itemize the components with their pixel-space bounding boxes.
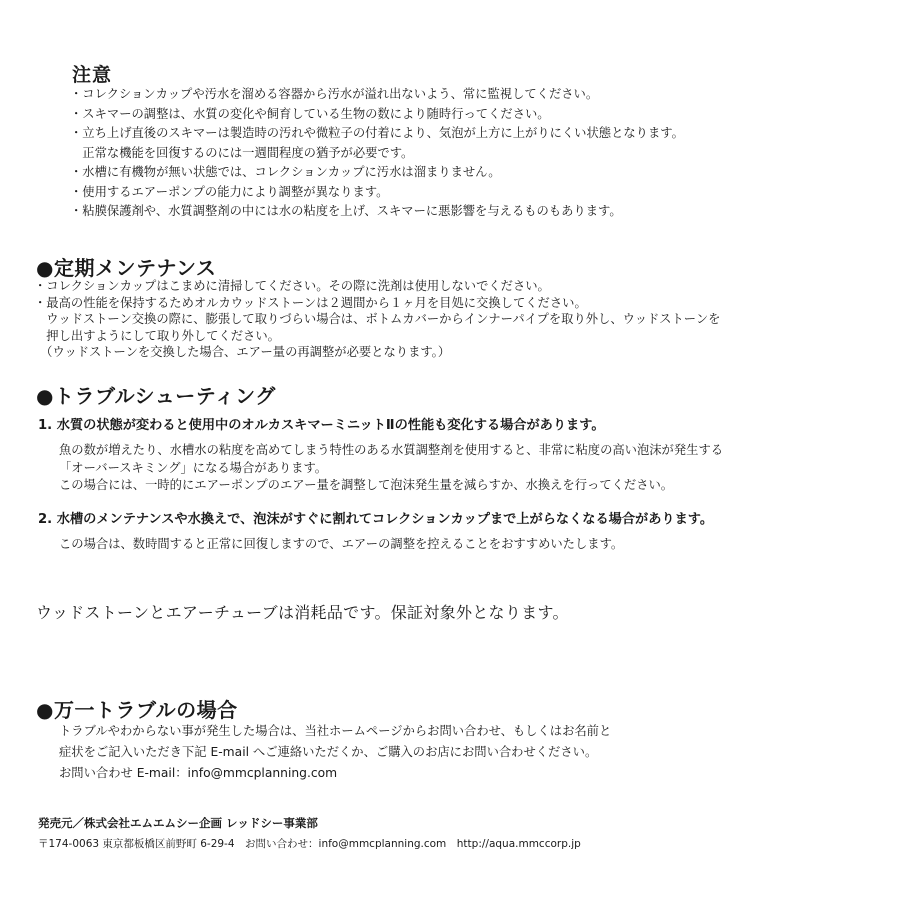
- list-item: ・コレクションカップや汚水を溜める容器から汚水が溢れ出ないよう、常に監視してください。: [70, 87, 599, 101]
- list-item: ・粘膜保護剤や、水質調整剤の中には水の粘度を上げ、スキマーに悪影響を与えるものもあります。: [70, 204, 622, 218]
- list-item: ウッドストーン交換の際に、膨張して取りづらい場合は、ボトムカバーからインナーパイプを取り外し、ウッドストーンを: [34, 312, 721, 326]
- paragraph-line: 「オーバースキミング」になる場合があります。: [59, 460, 328, 475]
- caution-list: [70, 85, 684, 222]
- paragraph-line: トラブルやわからない事が発生した場合は、当社ホームページからお問い合わせ、もしくはお名前と: [59, 724, 612, 738]
- maintenance-title: ●定期メンテナンス: [36, 256, 217, 280]
- trouble-item-2-body: [59, 536, 623, 554]
- trouble-item-1-body: [59, 442, 723, 495]
- trouble-contact-body: [59, 721, 611, 784]
- list-item: ・使用するエアーポンプの能力により調整が異なります。: [70, 184, 389, 199]
- seller-info: 発売元／株式会社エムエムシー企画 レッドシー事業部: [38, 816, 318, 830]
- paragraph-line: この場合には、一時的にエアーポンプのエアー量を調整して泡沫発生量を減らすか、水換えを行ってください。: [59, 478, 674, 492]
- list-item: ・スキマーの調整は、水質の変化や飼育している生物の数により随時行ってください。: [70, 106, 550, 121]
- trouble-item-2-heading: 2. 水槽のメンテナンスや水換えで、泡沫がすぐに割れてコレクションカップまで上がらなくなる場合があります。: [38, 512, 714, 527]
- caution-title: 注意: [72, 64, 113, 86]
- trouble-item-1-heading: 1. 水質の状態が変わると使用中のオルカスキマーミニットⅡの性能も変化する場合があります。: [38, 418, 605, 433]
- troubleshooting-title: ●トラブルシューティング: [36, 384, 276, 408]
- paragraph-line: 症状をご記入いただき下記 E-mail へご連絡いただくか、ご購入のお店にお問い合わせください。: [59, 745, 598, 759]
- consumables-notice: ウッドストーンとエアーチューブは消耗品です。保証対象外となります。: [36, 603, 569, 622]
- paragraph-line: 魚の数が増えたり、水槽水の粘度を高めてしまう特性のある水質調整剤を使用すると、非常に粘度の高い泡沫が発生する: [59, 443, 724, 457]
- list-item: ・水槽に有機物が無い状態では、コレクションカップに汚水は溜まりません。: [70, 165, 501, 179]
- maintenance-list: [34, 278, 720, 361]
- list-item: （ウッドストーンを交換した場合、エアー量の再調整が必要となります。）: [34, 345, 451, 359]
- list-item: 正常な機能を回復するのには一週間程度の猶予が必要です。: [70, 145, 414, 160]
- paragraph-line: この場合は、数時間すると正常に回復しますので、エアーの調整を控えることをおすすめいたします。: [59, 537, 624, 551]
- list-item: 押し出すようにして取り外してください。: [34, 328, 280, 343]
- list-item: ・コレクションカップはこまめに清掃してください。その際に洗剤は使用しないでください。: [34, 279, 550, 293]
- list-item: ・最高の性能を保持するためオルカウッドストーンは２週間から１ヶ月を目処に交換してください。: [34, 295, 587, 310]
- contact-email: お問い合わせ E-mail：info@mmcplanning.com: [59, 766, 338, 780]
- trouble-contact-title: ●万一トラブルの場合: [36, 698, 238, 722]
- address-info: 〒174-0063 東京都板橋区前野町 6-29-4 お問い合わせ：info@mmcplanning.com http://aqua.mmccorp.jp: [38, 838, 581, 850]
- list-item: ・立ち上げ直後のスキマーは製造時の汚れや微粒子の付着により、気泡が上方に上がりにくい状態となります。: [70, 126, 684, 140]
